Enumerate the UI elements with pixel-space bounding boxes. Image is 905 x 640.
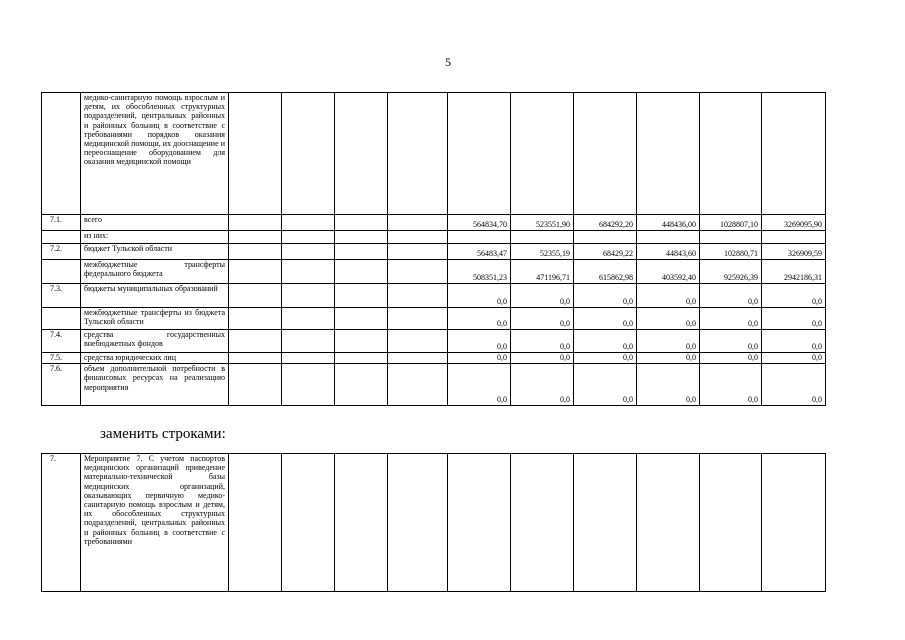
table-row [42,231,826,244]
empty-cell [388,454,448,592]
value-cell: 448436,00 [637,215,700,231]
value-cell: 0,0 [511,364,574,406]
row-index-cell [42,231,81,244]
empty-cell [282,364,335,406]
table-row [42,330,826,353]
value-cell: 0,0 [762,308,826,330]
value-cell: 0,0 [700,284,762,308]
value-cell [762,93,826,215]
empty-cell [282,454,335,592]
replace-with-rows-caption: заменить строками: [100,426,226,442]
empty-cell [335,284,388,308]
value-cell [448,93,511,215]
empty-cell [335,244,388,260]
row-description-cell: объем дополнительной потребности в финансовых ресурсах на реализацию мероприятия [81,364,229,406]
value-cell [700,231,762,244]
value-cell: 0,0 [574,330,637,353]
value-cell [448,454,511,592]
empty-cell [229,308,282,330]
value-cell: 0,0 [637,284,700,308]
row-index-cell [42,93,81,215]
empty-cell [229,231,282,244]
value-cell: 0,0 [448,364,511,406]
row-description-cell: межбюджетные трансферты федерального бюджета [81,260,229,284]
value-cell: 0,0 [700,308,762,330]
value-cell: 0,0 [511,284,574,308]
empty-cell [282,260,335,284]
value-cell: 0,0 [574,308,637,330]
value-cell [637,93,700,215]
value-cell [574,231,637,244]
empty-cell [282,284,335,308]
value-cell: 523551,90 [511,215,574,231]
value-cell: 2942186,31 [762,260,826,284]
value-cell [637,454,700,592]
value-cell [511,231,574,244]
row-description-cell: средства юридических лиц [81,353,229,364]
value-cell: 403592,40 [637,260,700,284]
empty-cell [229,364,282,406]
value-cell [448,231,511,244]
empty-cell [282,231,335,244]
value-cell [762,231,826,244]
value-cell: 0,0 [762,353,826,364]
value-cell: 0,0 [511,353,574,364]
empty-cell [229,93,282,215]
value-cell: 0,0 [511,330,574,353]
value-cell: 925926,39 [700,260,762,284]
empty-cell [388,231,448,244]
table-row [42,454,826,592]
empty-cell [388,93,448,215]
empty-cell [335,260,388,284]
empty-cell [335,308,388,330]
row-description-cell: бюджеты муниципальных образований [81,284,229,308]
empty-cell [388,260,448,284]
table-row [42,215,826,231]
financing-table-replacement [41,453,826,592]
value-cell: 508351,23 [448,260,511,284]
empty-cell [282,93,335,215]
row-description-cell: всего [81,215,229,231]
value-cell: 0,0 [637,353,700,364]
value-cell: 0,0 [762,284,826,308]
table-row [42,244,826,260]
value-cell: 0,0 [448,330,511,353]
value-cell: 52355,19 [511,244,574,260]
row-description-cell: из них: [81,231,229,244]
value-cell: 1028807,10 [700,215,762,231]
value-cell: 0,0 [637,364,700,406]
row-index-cell [42,308,81,330]
row-index-cell [42,260,81,284]
value-cell: 0,0 [448,353,511,364]
empty-cell [229,244,282,260]
row-description-cell: межбюджетные трансферты из бюджета Тульской области [81,308,229,330]
value-cell: 0,0 [574,284,637,308]
value-cell: 0,0 [700,330,762,353]
value-cell [511,454,574,592]
value-cell: 0,0 [637,330,700,353]
value-cell: 0,0 [448,284,511,308]
row-description-cell: средства государственных внебюджетных фондов [81,330,229,353]
empty-cell [388,330,448,353]
value-cell: 0,0 [574,364,637,406]
value-cell: 684292,20 [574,215,637,231]
empty-cell [229,353,282,364]
empty-cell [388,215,448,231]
table-row [42,364,826,406]
row-index-cell: 7.5. [42,353,81,364]
row-description-cell: медико-санитарную помощь взрослым и детям, их обособленных структурных подразделений, центральных районных и районных больниц в соответствие с требованиями порядков оказания медицинской помощи, их дооснащение и переоснащение оборудованием для оказания медицинской помощи [81,93,229,215]
empty-cell [335,364,388,406]
empty-cell [282,244,335,260]
empty-cell [388,244,448,260]
empty-cell [282,308,335,330]
table-row [42,93,826,215]
value-cell [574,454,637,592]
value-cell: 68429,22 [574,244,637,260]
row-index-cell: 7. [42,454,81,592]
value-cell [574,93,637,215]
empty-cell [229,215,282,231]
value-cell: 44843,60 [637,244,700,260]
empty-cell [335,215,388,231]
value-cell: 564834,70 [448,215,511,231]
value-cell: 0,0 [448,308,511,330]
empty-cell [282,215,335,231]
value-cell: 0,0 [511,308,574,330]
table-row [42,353,826,364]
row-index-cell: 7.4. [42,330,81,353]
financing-table-original [41,92,826,406]
row-description-cell: бюджет Тульской области [81,244,229,260]
value-cell: 0,0 [574,353,637,364]
empty-cell [388,364,448,406]
row-index-cell: 7.3. [42,284,81,308]
table-row [42,284,826,308]
empty-cell [388,308,448,330]
empty-cell [282,330,335,353]
value-cell: 615862,98 [574,260,637,284]
empty-cell [388,284,448,308]
value-cell: 326909,59 [762,244,826,260]
value-cell: 0,0 [700,353,762,364]
table-row [42,308,826,330]
value-cell: 471196,71 [511,260,574,284]
value-cell [700,93,762,215]
empty-cell [229,260,282,284]
table-row [42,260,826,284]
row-description-cell: Мероприятие 7. С учетом паспортов медицинских организаций приведение материально-технической базы медицинских организаций, оказывающих первичную медико-санитарную помощь взрослым и детям, их обособленных структурных подразделений, центральных районных и районных больниц в соответствие с требованиями [81,454,229,592]
empty-cell [388,353,448,364]
row-index-cell: 7.1. [42,215,81,231]
row-index-cell: 7.2. [42,244,81,260]
empty-cell [335,454,388,592]
empty-cell [335,93,388,215]
value-cell: 0,0 [762,330,826,353]
empty-cell [229,330,282,353]
empty-cell [282,353,335,364]
page-number: 5 [445,55,451,69]
empty-cell [335,353,388,364]
value-cell [637,231,700,244]
row-index-cell: 7.6. [42,364,81,406]
value-cell [700,454,762,592]
empty-cell [335,231,388,244]
value-cell: 102880,71 [700,244,762,260]
value-cell [762,454,826,592]
value-cell: 3269095,90 [762,215,826,231]
value-cell: 0,0 [700,364,762,406]
empty-cell [335,330,388,353]
empty-cell [229,284,282,308]
value-cell [511,93,574,215]
value-cell: 56483,47 [448,244,511,260]
value-cell: 0,0 [762,364,826,406]
value-cell: 0,0 [637,308,700,330]
empty-cell [229,454,282,592]
